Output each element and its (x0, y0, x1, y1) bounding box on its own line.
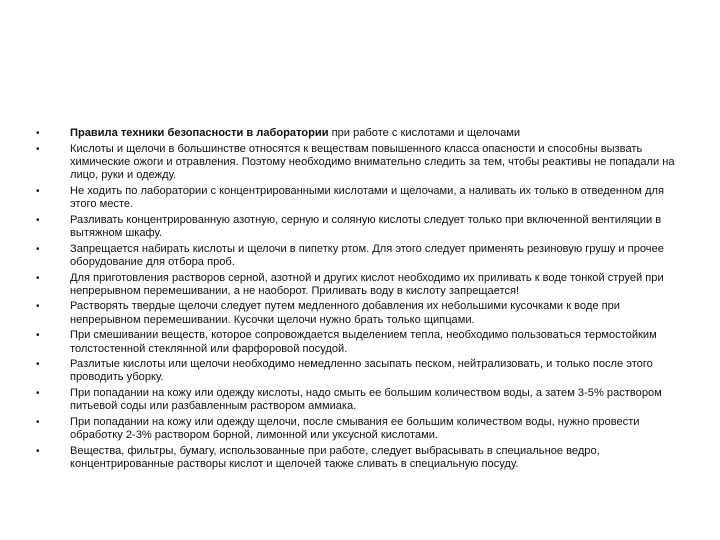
bullet-icon: • (36, 445, 40, 457)
list-item-text: При попадании на кожу или одежду кислоты, надо смыть ее большим количеством воды, а затем 3-5% раствором питьевой соды или разбавленным раствором аммиака. (70, 387, 662, 413)
safety-rules-list (36, 127, 676, 474)
list-item (36, 272, 676, 298)
list-item (36, 243, 676, 269)
list-item (36, 445, 676, 471)
bullet-icon: • (36, 272, 40, 284)
list-item-text: Вещества, фильтры, бумагу, использованные при работе, следует выбрасывать в специальное ведро, концентрированные растворы кислот и щелочей также сливать в специальную посуду. (70, 444, 600, 471)
list-item (36, 416, 676, 442)
bullet-icon: • (36, 143, 40, 155)
list-item (36, 329, 676, 355)
list-item-text: Разлитые кислоты или щелочи необходимо немедленно засыпать песком, нейтрализовать, и только после этого проводить уборку. (70, 358, 653, 384)
list-item-text: Кислоты и щелочи в большинстве относятся к веществам повышенного класса опасности и способны вызвать химические ожоги и отравления. Поэтому необходимо внимательно следить за тем, чтобы реактивы не попадали на лицо, руки и одежду. (70, 142, 675, 182)
bullet-icon: • (36, 359, 40, 371)
list-item-text: При попадании на кожу или одежду щелочи, после смывания ее большим количеством воды, нужно провести обработку 2-3% раствором борной, лимонной или уксусной кислотами. (70, 416, 640, 442)
bullet-icon: • (36, 128, 40, 139)
list-item (36, 358, 676, 384)
list-item-text: Растворять твердые щелочи следует путем медленного добавления их небольшими кусочками к воде при непрерывном перемешивании. Кусочки щелочи нужно брать только щипцами. (70, 300, 620, 326)
list-heading: Правила техники безопасности в лаборатории (70, 127, 329, 139)
bullet-icon: • (36, 388, 40, 400)
list-item (36, 127, 676, 140)
list-item (36, 214, 676, 240)
bullet-icon: • (36, 301, 40, 313)
list-item (36, 387, 676, 413)
list-item (36, 143, 676, 183)
bullet-icon: • (36, 214, 40, 226)
list-item (36, 185, 676, 211)
list-item-text: Запрещается набирать кислоты и щелочи в пипетку ртом. Для этого следует применять резиновую грушу и прочее оборудование для отбора проб. (70, 242, 664, 268)
list-item (36, 300, 676, 326)
list-item-text: при работе с кислотами и щелочами (328, 127, 521, 139)
list-item-text: При смешивании веществ, которое сопровождается выделением тепла, необходимо пользоваться термостойким толстостенной стеклянной или фарфоровой посудой. (70, 329, 657, 355)
list-item-text: Разливать концентрированную азотную, серную и соляную кислоты следует только при включенной вентиляции в вытяжном шкафу. (70, 213, 662, 239)
bullet-icon: • (36, 330, 40, 342)
list-item-text: Для приготовления растворов серной, азотной и других кислот необходимо их приливать к воде тонкой струей при непрерывном перемешивании, а не наоборот. Приливать воду в кислоту запрещается! (70, 271, 664, 297)
bullet-icon: • (36, 243, 40, 255)
list-item-text: Не ходить по лаборатории с концентрированными кислотами и щелочами, а наливать их только в отведенном для этого месте. (70, 184, 664, 211)
bullet-icon: • (36, 185, 40, 197)
bullet-icon: • (36, 417, 40, 429)
